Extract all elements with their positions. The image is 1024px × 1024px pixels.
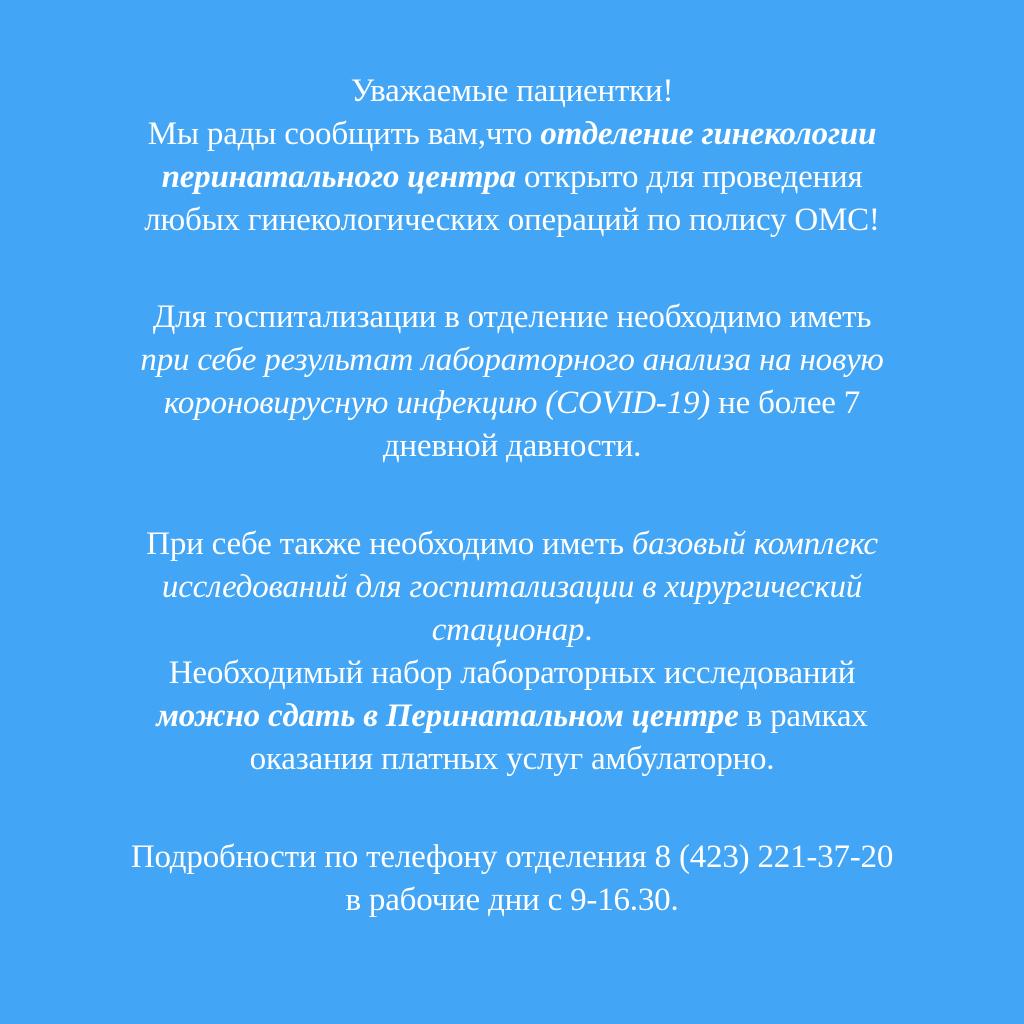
working-hours: в рабочие дни с 9-16.30. bbox=[345, 882, 679, 918]
contact-text: Подробности по телефону отделения bbox=[130, 839, 655, 875]
intro-text: Мы рады сообщить вам,что bbox=[147, 116, 541, 152]
covid-line-2: при себе результат лабораторного анализа на новую bbox=[140, 342, 884, 378]
phone-number: 8 (423) 221-37-20 bbox=[654, 839, 894, 875]
lab-emphasis: базовый комплекс bbox=[631, 526, 878, 562]
intro-text: открыто для проведения bbox=[515, 159, 863, 195]
lab-emphasis: стационар bbox=[431, 612, 585, 648]
lab-text: . bbox=[584, 612, 593, 648]
contact-paragraph bbox=[0, 836, 1024, 922]
center-name-emphasis: перинатального центра bbox=[161, 159, 516, 195]
lab-line-2: исследований для госпитализации в хирургический bbox=[161, 569, 863, 605]
contact-line-1 bbox=[0, 836, 1024, 879]
intro-paragraph bbox=[0, 70, 1024, 242]
intro-line-3: любых гинекологических операций по полису ОМС! bbox=[144, 202, 880, 238]
lab-line-1 bbox=[0, 523, 1024, 566]
lab-line-3 bbox=[0, 609, 1024, 652]
lab-text: При себе также необходимо иметь bbox=[146, 526, 632, 562]
intro-line-2 bbox=[0, 156, 1024, 199]
covid-line-1: Для госпитализации в отделение необходимо иметь bbox=[152, 299, 872, 335]
lab-requirement-paragraph bbox=[0, 523, 1024, 781]
covid-line-4: дневной давности. bbox=[382, 428, 642, 464]
covid-test-emphasis: короновирусную инфекцию (COVID-19) bbox=[163, 385, 711, 421]
greeting-heading: Уважаемые пациентки! bbox=[350, 73, 674, 109]
covid-text: не более 7 bbox=[710, 385, 861, 421]
lab-line-6: оказания платных услуг амбулаторно. bbox=[249, 741, 775, 777]
lab-location-emphasis: можно сдать в Перинатальном центре bbox=[156, 698, 739, 734]
department-name-emphasis: отделение гинекологии bbox=[540, 116, 877, 152]
intro-line-1 bbox=[0, 113, 1024, 156]
covid-requirement-paragraph bbox=[0, 296, 1024, 468]
lab-line-5 bbox=[0, 695, 1024, 738]
covid-line-3 bbox=[0, 382, 1024, 425]
lab-text: в рамках bbox=[738, 698, 868, 734]
lab-line-4: Необходимый набор лабораторных исследований bbox=[168, 655, 856, 691]
